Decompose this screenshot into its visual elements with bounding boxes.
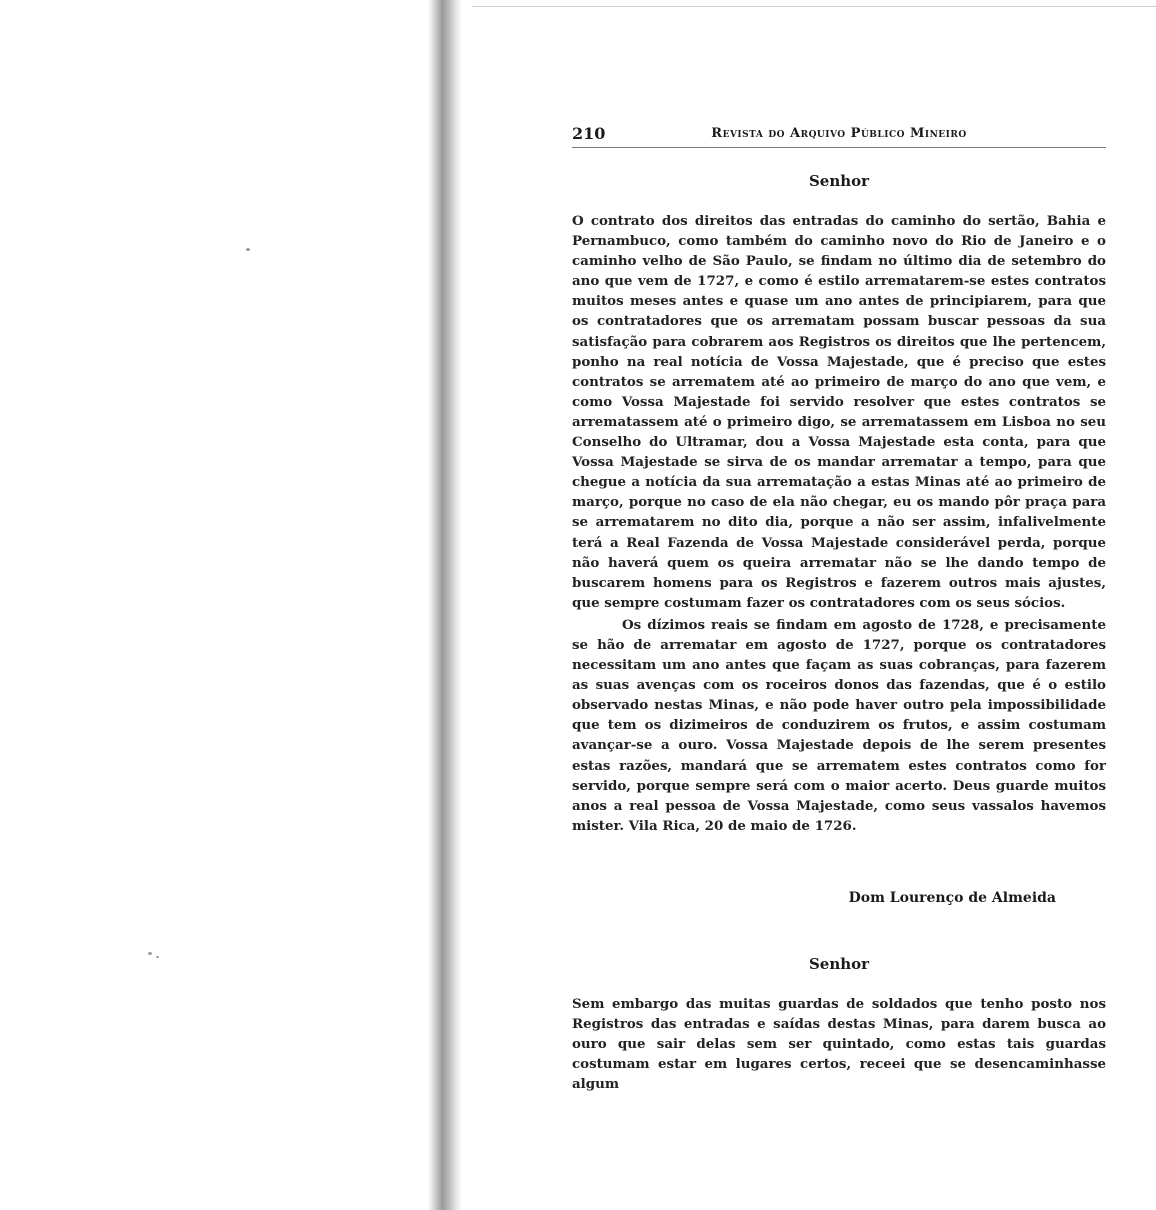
letter1-paragraph-1: O contrato dos direitos das entradas do caminho do sertão, Bahia e Pernambuco, como também do caminho novo do Rio de Janeiro e o caminho velho de São Paulo, se findam no último dia de setembro do ano que vem de 1727, e como é estilo arrematarem-se estes contratos muitos meses antes e quase um ano antes de principiarem, para que os contratadores que os arrematam possam buscar pessoas da sua satisfação para cobrarem aos Registros os direitos que lhe pertencem, ponho na real notícia de Vossa Majestade, que é preciso que estes contratos se arrematem até ao primeiro de março do ano que vem, e como Vossa Majestade foi servido resolver que estes contratos se arrematassem até o primeiro digo, se arrematassem em Lisboa no seu Conselho do Ultramar, dou a Vossa Majestade esta conta, para que Vossa Majestade se sirva de os mandar arrematar a tempo, para que chegue a notícia da sua arrematação a estas Minas até ao primeiro de março, porque no caso de ela não chegar, eu os mando pôr praça para se arrematarem no dito dia, porque a não ser assim, infalivelmente terá a Real Fazenda de Vossa Majestade considerável perda, porque não haverá quem os queira arrematar não se lhe dando tempo de buscarem homens para os Registros e fazerem outros mais ajustes, que sempre costumam fazer os contratadores com os seus sócios.: [572, 213, 1106, 611]
running-head: Revista do Arquivo Público Mineiro: [711, 126, 967, 141]
page-header: [572, 124, 1106, 150]
letter1-body: [572, 211, 1106, 836]
book-spine-shadow: [428, 0, 462, 1210]
letter1-signature: [572, 890, 1106, 906]
paper-speck: [148, 952, 152, 955]
header-rule: [572, 147, 1106, 148]
letter2-paragraph-1: Sem embargo das muitas guardas de soldados que tenho posto nos Registros das entradas e saídas destas Minas, para darem busca ao ouro que sair delas sem ser quintado, como estas tais guardas costumam estar em lugares certos, receei que se desencaminhasse algum: [572, 996, 1106, 1093]
page-number: 210: [572, 124, 606, 143]
page-top-edge: [472, 6, 1156, 7]
left-blank-page: [0, 0, 428, 1210]
letter2-salutation: Senhor: [808, 955, 870, 973]
paper-speck: [246, 248, 250, 251]
signature-text: Dom Lourenço de Almeida: [848, 890, 1056, 906]
letter1-paragraph-2: Os dízimos reais se findam em agosto de 1728, e precisamente se hão de arrematar em agosto de 1727, porque os contratadores necessitam um ano antes que façam as suas cobranças, para fazerem as suas avenças com os roceiros donos das fazendas, que é o estilo observado nestas Minas, e não pode haver outro pela impossibilidade que tem os dizimeiros de conduzirem os frutos, e assim costumam avançar-se a ouro. Vossa Majestade depois de lhe serem presentes estas razões, mandará que se arrematem estes contratos como for servido, porque sempre será com o maior acerto. Deus guarde muitos anos a real pessoa de Vossa Majestade, como seus vassalos havemos mister. Vila Rica, 20 de maio de 1726.: [572, 616, 1106, 834]
right-page: [462, 0, 1156, 1210]
letter2-body: [572, 994, 1106, 1094]
letter1-salutation: Senhor: [808, 172, 870, 190]
paper-speck: [156, 956, 159, 958]
